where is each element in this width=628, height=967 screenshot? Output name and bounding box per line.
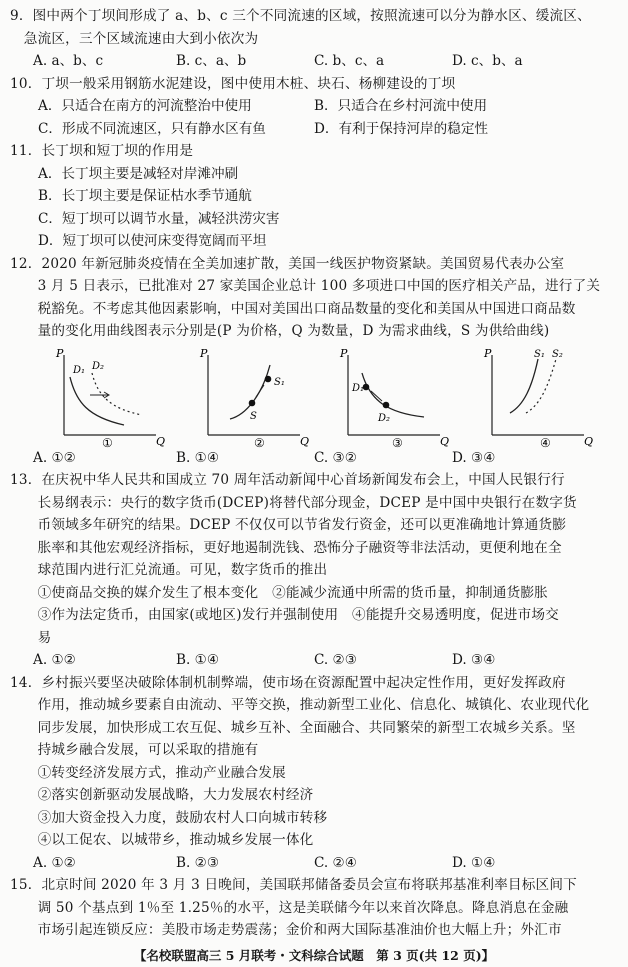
graph-4-p-label: P: [484, 346, 492, 360]
q13-option-c: C. ②③: [314, 652, 357, 668]
graph-3-d1-label: D₁: [352, 382, 365, 394]
q9-option-a: A. a、b、c: [33, 53, 104, 69]
q14-line-2: 作用，推动城乡要素自由流动、平等交换，推动新型工业化、信息化、城镇化、农业现代化: [10, 697, 590, 713]
q11-option-a: A．长丁坝主要是减轻对岸滩冲刷: [38, 165, 239, 182]
q11-stem: 11．长丁坝和短丁坝的作用是: [10, 143, 194, 159]
q15-line-1: 15．北京时间 2020 年 3 月 3 日晚间，美国联邦储备委员会宣布将联邦基准利率目标区间下: [10, 877, 577, 893]
supply-demand-graph-2: [196, 346, 310, 450]
graph-4-s1-label: S₁: [534, 348, 545, 360]
q9-line-2: 急流区，三个区域流速由大到小依次为: [10, 30, 259, 47]
q14-line-6: ②落实创新驱动发展战略，大力发展农村经济: [10, 787, 314, 803]
graph-1-d2-label: D₂: [92, 360, 105, 372]
q9-option-b: B. c、a、b: [176, 53, 247, 69]
graph-3-number: ③: [392, 435, 403, 450]
graph-3-point-lower: [383, 401, 390, 408]
graph-2-s-label: S: [250, 410, 257, 422]
q14-line-3: 同步发展，加快形成工农互促、城乡互补、全面融合、共同繁荣的新型工农城乡关系。坚: [10, 719, 576, 736]
graph-3-p-label: P: [340, 346, 348, 360]
graph-2-point-upper: [265, 375, 272, 382]
q14-line-8: ④以工促农、以城带乡，推动城乡发展一体化: [10, 832, 314, 848]
q12-line-2: 3 月 5 日表示，已批准对 27 家美国企业总计 100 多项进口中国的医疗相关产品，进行了关: [10, 278, 601, 294]
q12-option-b: B. ①④: [176, 449, 220, 466]
graph-1-curve-d1: [70, 377, 124, 425]
graph-1-svg: [52, 346, 166, 450]
q15-line-3: 市场引起连锁反应：美股市场走势震荡；金价和两大国际基准油价也大幅上升；外汇市: [10, 922, 562, 938]
q10-option-c: C．形成不同流速区，只有静水区有鱼: [38, 120, 266, 137]
q12-line-4: 量的变化用曲线图表示分别是(P 为价格，Q 为数量，D 为需求曲线，S 为供给曲线): [10, 323, 550, 339]
q13-line-4: 胀率和其他宏观经济指标，更好地遏制洗钱、恐怖分子融资等非法活动，更便利地在全: [10, 539, 562, 556]
q13-line-7: ③作为法定货币，由国家(或地区)发行并强制使用 ④能提升交易透明度，促进市场交: [10, 607, 559, 623]
graph-2-move-arrow: [256, 385, 264, 397]
q10-stem: 10．丁坝一般采用钢筋水泥建设，图中使用木桩、块石、杨柳建设的丁坝: [10, 75, 456, 92]
graph-3-curve-d: [362, 373, 424, 417]
graph-2-point-lower: [249, 399, 256, 406]
q13-option-b: B. ①④: [176, 652, 220, 668]
q10-option-d: D．有利于保持河岸的稳定性: [314, 120, 489, 137]
q12-option-c: C. ③②: [314, 449, 357, 466]
graph-1-curve-d2: [92, 373, 142, 415]
q10-option-b: B．只适合在乡村河流中使用: [314, 98, 488, 114]
q14-line-5: ①转变经济发展方式，推动产业融合发展: [10, 764, 286, 781]
graph-2-number: ②: [254, 435, 265, 450]
q13-line-5: 球范围内进行汇兑流通。可见，数字货币的推出: [10, 562, 328, 578]
q10-option-a: A．只适合在南方的河流整治中使用: [38, 98, 252, 114]
q14-option-b: B. ②③: [176, 854, 220, 871]
supply-demand-graph-3: [336, 346, 450, 450]
graph-1-d1-label: D₁: [73, 364, 86, 376]
q13-line-2: 长易纲表示：央行的数字货币(DCEP)将替代部分现金，DCEP 是中国中央银行在数字货: [10, 494, 577, 511]
q13-option-a: A. ①②: [33, 652, 76, 668]
q13-option-d: D. ③④: [452, 652, 496, 668]
q14-line-7: ③加大资金投入力度，鼓励农村人口向城市转移: [10, 809, 328, 826]
q13-line-6: ①使商品交换的媒介发生了根本变化 ②能减少流通中所需的货币量，抑制通货膨胀: [10, 584, 548, 601]
graph-3-svg: [336, 346, 450, 450]
graph-2-p-label: P: [200, 346, 208, 360]
q11-option-c: C．短丁坝可以调节水量，减轻洪涝灾害: [38, 210, 280, 227]
graph-3-q-label: Q: [440, 434, 450, 448]
graph-4-curve-s1: [510, 359, 538, 413]
q12-option-d: D. ③④: [452, 449, 496, 466]
supply-demand-graph-4: [480, 346, 594, 450]
q9-option-d: D. c、b、a: [452, 53, 523, 69]
q14-line-1: 14．乡村振兴要坚决破除体制机制弊端，使市场在资源配置中起决定性作用，更好发挥政府: [10, 674, 566, 691]
q11-option-d: D．短丁坝可以使河床变得宽阔而平坦: [38, 233, 267, 249]
q13-line-3: 币领域多年研究的结果。DCEP 不仅仅可以节省发行资金，还可以更准确地计算通货膨: [10, 517, 567, 533]
q12-option-a: A. ①②: [33, 449, 76, 466]
graph-4-number: ④: [540, 435, 551, 450]
graph-1-q-label: Q: [156, 434, 166, 448]
graph-2-q-label: Q: [300, 434, 310, 448]
q14-option-d: D. ①④: [452, 854, 496, 871]
graph-2-s1-label: S₁: [274, 376, 285, 388]
q9-option-c: C. b、c、a: [314, 53, 385, 69]
supply-demand-graph-1: [52, 346, 166, 450]
page-footer: 【名校联盟高三 5 月联考・文科综合试题 第 3 页(共 12 页)】: [133, 948, 495, 963]
q15-line-2: 调 50 个基点到 1％至 1.25％的水平，这是美联储今年以来首次降息。降息消息在金融: [10, 899, 569, 916]
graph-1-number: ①: [102, 435, 113, 450]
q13-line-1: 13．在庆祝中华人民共和国成立 70 周年活动新闻中心首场新闻发布会上，中国人民银行行: [10, 472, 565, 488]
q13-line-8: 易: [10, 629, 52, 646]
q12-line-1: 12．2020 年新冠肺炎疫情在全美加速扩散，美国一线医护物资紧缺。美国贸易代表办公室: [10, 255, 565, 272]
graph-4-s2-label: S₂: [552, 348, 563, 360]
q11-option-b: B．长丁坝主要是保证枯水季节通航: [38, 188, 252, 204]
graph-4-q-label: Q: [584, 434, 594, 448]
q12-line-3: 税豁免。不考虑其他因素影响，中国对美国出口商品数量的变化和美国从中国进口商品数: [10, 300, 576, 317]
q14-option-a: A. ①②: [33, 854, 76, 871]
graph-4-svg: [480, 346, 594, 450]
graph-3-d2-label: D₂: [378, 412, 391, 424]
q14-option-c: C. ②④: [314, 854, 357, 871]
graph-2-svg: [196, 346, 310, 450]
q9-line-1: 9．图中两个丁坝间形成了 a、b、c 三个不同流速的区域，按照流速可以分为静水区、缓流区、: [10, 8, 591, 24]
q14-line-4: 持城乡融合发展，可以采取的措施有: [10, 742, 259, 758]
graph-1-p-label: P: [56, 346, 64, 360]
